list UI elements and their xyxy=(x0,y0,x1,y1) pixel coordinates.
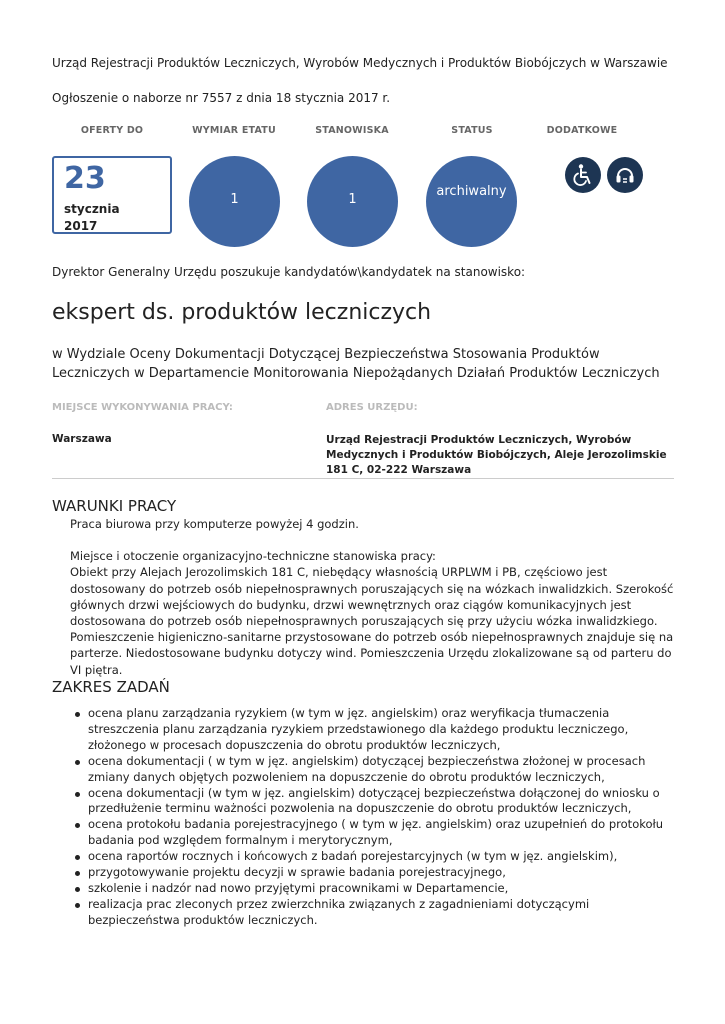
work-conditions-paragraph: Praca biurowa przy komputerze powyżej 4 godzin. xyxy=(70,517,359,531)
bullet xyxy=(75,871,80,876)
workplace-label: MIEJSCE WYKONYWANIA PRACY: xyxy=(52,402,233,413)
status-value: archiwalny xyxy=(436,184,507,199)
list-item xyxy=(70,754,676,786)
list-item xyxy=(70,881,676,897)
status-label: STATUS xyxy=(451,125,493,136)
bullet xyxy=(75,760,80,765)
deadline-label: OFERTY DO xyxy=(80,125,144,136)
list-item-text: przygotowywanie projektu decyzji w sprawie badania porejestracyjnego, xyxy=(88,865,506,880)
job-title: ekspert ds. produktów leczniczych xyxy=(52,300,432,325)
list-item-text: ocena planu zarządzania ryzykiem (w tym w jęz. angielskim) oraz weryfikacja tłumaczenia streszczenia planu zarządzania ryzykiem przedstawionego dla każdego produktu leczniczego, złożonego w procesach dopuszczenia do obrotu produktów leczniczych, xyxy=(88,706,629,752)
work-conditions-body xyxy=(70,516,676,678)
hearing-assistance-icon xyxy=(607,157,643,193)
responsibilities-heading: ZAKRES ZADAŃ xyxy=(52,678,170,696)
fte-label: WYMIAR ETATU xyxy=(192,125,276,136)
bullet xyxy=(75,823,80,828)
list-item-text: ocena dokumentacji ( w tym w jęz. angielskim) dotyczącej bezpieczeństwa złożonej w procesach zmiany danych objętych pozwoleniem na dopuszczenie do obrotu produktów leczniczych, xyxy=(88,753,646,784)
list-item xyxy=(70,786,676,818)
list-item-text: ocena dokumentacji (w tym w jęz. angielskim) dotyczącej bezpieczeństwa dołączonej do wniosku o przedłużenie terminu ważności pozwolenia na dopuszczenie do obrotu produktów leczniczych, xyxy=(88,785,660,816)
fte-value: 1 xyxy=(230,192,239,207)
list-item xyxy=(70,865,676,881)
work-conditions-paragraph: Miejsce i otoczenie organizacyjno-techniczne stanowiska pracy: xyxy=(70,549,436,564)
bullet xyxy=(75,712,80,717)
extras-label: DODATKOWE xyxy=(546,125,618,136)
announcement-number: Ogłoszenie o naborze nr 7557 z dnia 18 stycznia 2017 r. xyxy=(52,91,391,105)
bullet xyxy=(75,792,80,797)
bullet xyxy=(75,887,80,892)
positions-circle xyxy=(307,156,398,247)
work-conditions-heading: WARUNKI PRACY xyxy=(52,497,177,515)
office-address-label: ADRES URZĘDU: xyxy=(326,402,418,413)
list-item xyxy=(70,817,676,849)
recruitment-intro: Dyrektor Generalny Urzędu poszukuje kandydatów\kandydatek na stanowisko: xyxy=(52,265,526,279)
status-circle xyxy=(426,156,517,247)
deadline-day: 23 xyxy=(64,161,106,196)
list-item xyxy=(70,706,676,754)
responsibilities-list xyxy=(70,706,676,929)
divider xyxy=(52,478,674,479)
office-address-value: Urząd Rejestracji Produktów Leczniczych, Wyrobów Medycznych i Produktów Biobójczych, Aleje Jerozolimskie 181 C, 02-222 Warszawa xyxy=(326,434,667,476)
bullet xyxy=(75,855,80,860)
bullet xyxy=(75,903,80,908)
work-conditions-paragraph: Obiekt przy Alejach Jerozolimskich 181 C, niebędący własnością URPLWM i PB, częściowo jest dostosowany do potrzeb osób niepełnosprawnych poruszających się na wózkach inwalidzkich. Szerokość głównych drzwi wejściowych do budynku, drzwi wewnętrznych oraz ciągów komunikacyjnych jest dostosowana do potrzeb osób niepełnosprawnych poruszających się przy użyciu wózka inwalidzkiego. Pomieszczenie higieniczno-sanitarne przystosowane do potrzeb osób niepełnosprawnych znajduje się na parterze. Niedostosowane budynku dotyczy wind. Pomieszczenia Urzędu zlokalizowane są od parteru do VI piętra. xyxy=(70,565,674,677)
fte-circle xyxy=(189,156,280,247)
wheelchair-icon xyxy=(565,157,601,193)
list-item-text: ocena protokołu badania porejestracyjnego ( w tym w jęz. angielskim) oraz uzupełnień do protokołu badania pod względem formalnym i merytorycznym, xyxy=(88,817,664,848)
workplace-value: Warszawa xyxy=(52,433,112,445)
department-description: w Wydziale Oceny Dokumentacji Dotyczącej Bezpieczeństwa Stosowania Produktów Leczniczych w Departamencie Monitorowania Niepożądanych Działań Produktów Leczniczych xyxy=(52,347,660,381)
list-item xyxy=(70,897,676,929)
deadline-year: 2017 xyxy=(64,219,98,233)
list-item-text: szkolenie i nadzór nad nowo przyjętymi pracownikami w Departamencie, xyxy=(88,880,509,895)
list-item xyxy=(70,849,676,865)
institution-name: Urząd Rejestracji Produktów Leczniczych, Wyrobów Medycznych i Produktów Biobójczych w Warszawie xyxy=(52,56,668,70)
positions-value: 1 xyxy=(348,192,357,207)
list-item-text: ocena raportów rocznych i końcowych z badań porejestarcyjnych (w tym w jęz. angielskim), xyxy=(88,849,618,864)
deadline-month: stycznia xyxy=(64,202,120,216)
deadline-date-box xyxy=(52,156,172,234)
list-item-text: realizacja prac zleconych przez zwierzchnika związanych z zagadnieniami dotyczącymi bezpieczeństwa produktów leczniczych. xyxy=(88,896,590,927)
positions-label: STANOWISKA xyxy=(315,125,389,136)
